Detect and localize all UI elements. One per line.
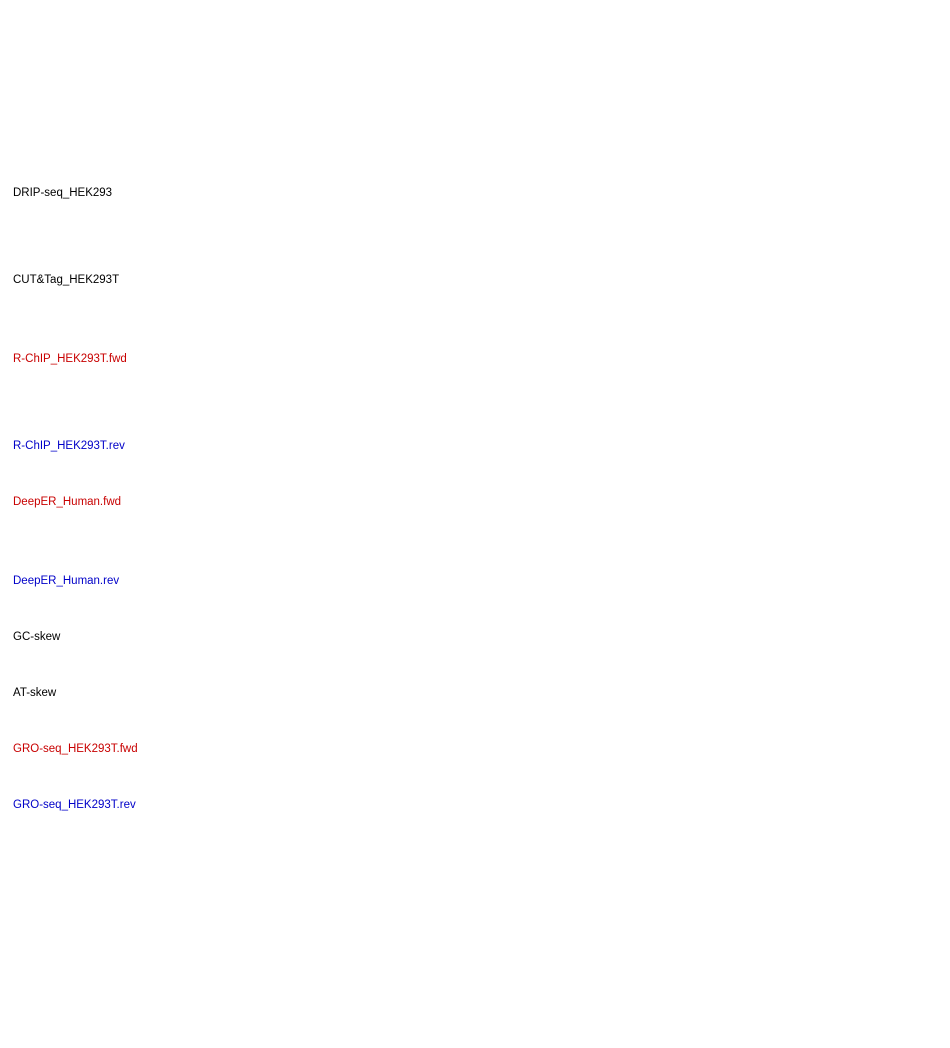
drip-seq-track-label[interactable]: DRIP-seq_HEK293 [13,187,113,199]
r-chip-fwd-track-label[interactable]: R-ChIP_HEK293T.fwd [13,353,127,365]
r-chip-rev-track-label[interactable]: R-ChIP_HEK293T.rev [13,440,125,452]
at-skew-track-label[interactable]: AT-skew [13,687,57,699]
gro-seq-rev-track-label[interactable]: GRO-seq_HEK293T.rev [13,799,136,811]
gro-seq-fwd-track-label[interactable]: GRO-seq_HEK293T.fwd [13,743,138,755]
deeper-rev-track-label[interactable]: DeepER_Human.rev [13,575,120,587]
genome-track-area[interactable] [160,0,950,1048]
cut-tag-track-label[interactable]: CUT&Tag_HEK293T [13,274,120,286]
gc-skew-track-label[interactable]: GC-skew [13,631,61,643]
track-label-panel [0,0,160,1048]
deeper-fwd-track-label[interactable]: DeepER_Human.fwd [13,496,122,508]
